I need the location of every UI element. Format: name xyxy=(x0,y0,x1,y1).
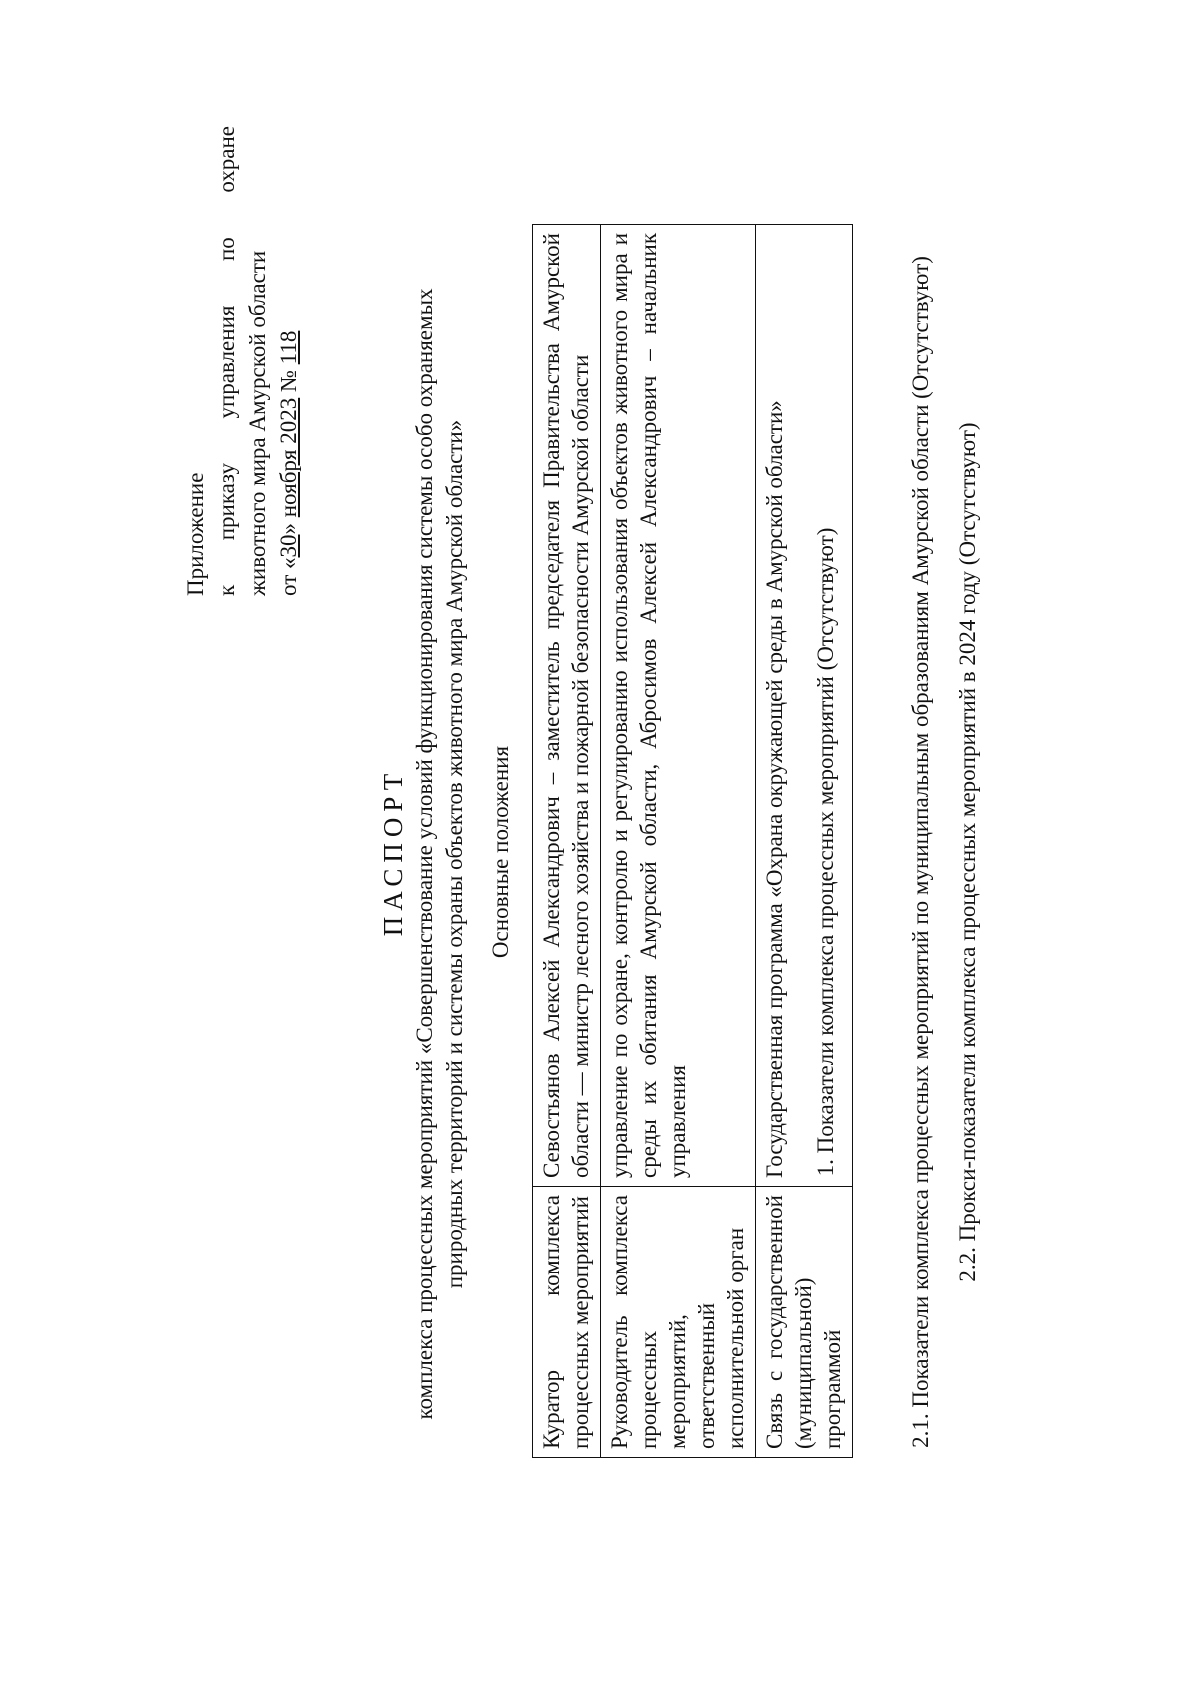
row-label-program-link: Связь с государственной (муниципальной) программой xyxy=(756,1187,853,1458)
appendix-date-number xyxy=(273,126,304,596)
appendix-order-ref: к приказу управления по охране xyxy=(214,126,239,596)
appendix-block xyxy=(180,126,304,596)
section-heading: Основные положения xyxy=(488,745,513,959)
date-prefix: от « xyxy=(276,557,301,596)
appendix-authority: животного мира Амурской области xyxy=(245,250,270,596)
number-prefix: № xyxy=(276,364,301,398)
section-municipal-indicators: 2.1. Показатели комплекса процессных мероприятий по муниципальным образованиям Амурской области (Отсутствуют) xyxy=(908,256,933,1448)
row-value-head: управление по охране, контролю и регулированию использования объектов животного мира и среды их обитания Амурской области, Абросимов Алексей Александрович – начальник управления xyxy=(601,225,756,1187)
row-label-curator: Куратор комплекса процессных мероприятий xyxy=(533,1187,601,1458)
row-label-head: Руководитель комплекса процессных мероприятий, ответственный исполнительной орган xyxy=(601,1187,756,1458)
date-mid: » xyxy=(276,517,301,535)
section-indicators: 1. Показатели комплекса процессных мероприятий (Отсутствуют) xyxy=(813,527,838,1177)
appendix-label: Приложение xyxy=(183,472,208,596)
order-number: 118 xyxy=(276,330,301,365)
date-day: 30 xyxy=(276,534,301,558)
date-month-year: ноября 2023 xyxy=(276,397,301,518)
document-subtitle: комплекса процессных мероприятий «Совершенствование условий функционирования системы особо охраняемых природных территорий и системы охраны объектов животного мира Амурской области» xyxy=(412,288,467,1420)
section-proxy-indicators: 2.2. Прокси-показатели комплекса процессных мероприятий в 2024 году (Отсутствуют) xyxy=(955,422,980,1282)
provisions-table xyxy=(532,224,853,1458)
main-provisions-table xyxy=(532,224,853,1458)
row-value-curator: Севостьянов Алексей Александрович – заместитель председателя Правительства Амурской области — министр лесного хозяйства и пожарной безопасности Амурской области xyxy=(533,225,601,1187)
page-title: ПАСПОРТ xyxy=(378,767,408,937)
table-row xyxy=(533,225,601,1458)
row-value-program-link: Государственная программа «Охрана окружающей среды в Амурской области» xyxy=(756,225,853,1187)
table-row xyxy=(601,225,756,1458)
